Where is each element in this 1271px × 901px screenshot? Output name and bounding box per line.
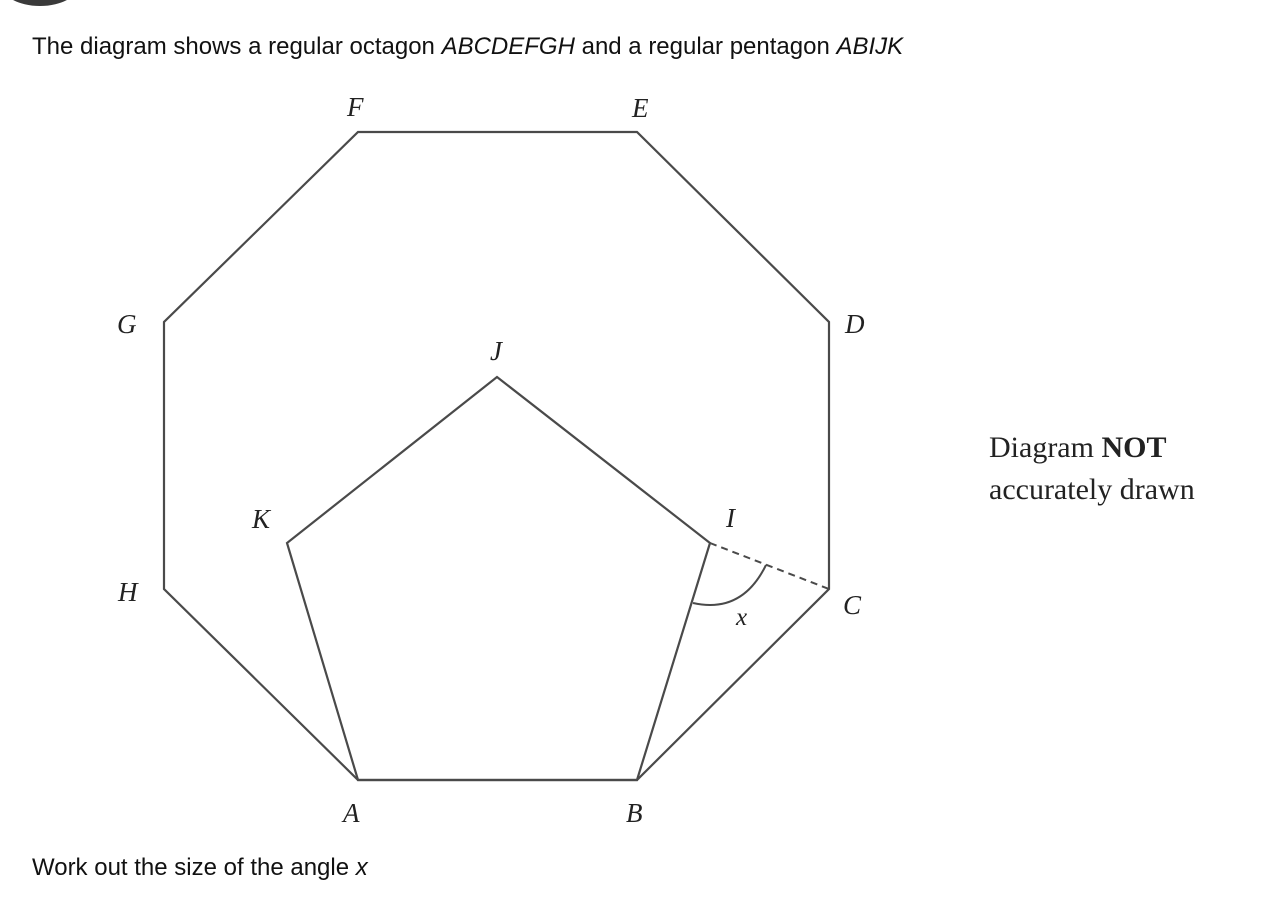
label-i: I xyxy=(726,503,735,533)
task-text: Work out the size of the angle xyxy=(32,854,356,881)
and-text: and a regular pentagon xyxy=(574,33,837,60)
pentagon-name: ABIJK xyxy=(836,33,904,60)
octagon-abcdefgh xyxy=(164,132,829,780)
angle-x-label: x xyxy=(736,604,748,631)
label-d: D xyxy=(845,309,865,339)
diagram-note xyxy=(989,427,1195,511)
label-j: J xyxy=(490,336,502,366)
label-h: H xyxy=(118,577,138,607)
dashed-line-ic xyxy=(710,543,829,589)
label-f: F xyxy=(347,92,364,122)
question-task xyxy=(32,854,368,882)
intro-text: The diagram shows a regular octagon xyxy=(32,33,442,60)
label-e: E xyxy=(632,93,649,123)
note-text-diagram: Diagram xyxy=(989,431,1102,464)
label-a: A xyxy=(343,798,360,828)
pentagon-abijk xyxy=(287,377,710,780)
task-angle-name: x xyxy=(355,854,368,881)
note-line-1 xyxy=(989,427,1195,469)
note-line-2: accurately drawn xyxy=(989,473,1195,506)
label-k: K xyxy=(252,504,271,534)
note-text-not: NOT xyxy=(1101,431,1167,464)
label-c: C xyxy=(843,590,862,620)
label-b: B xyxy=(626,798,643,828)
octagon-name: ABCDEFGH xyxy=(441,33,575,60)
angle-x-arc xyxy=(693,565,766,605)
label-g: G xyxy=(117,309,137,339)
